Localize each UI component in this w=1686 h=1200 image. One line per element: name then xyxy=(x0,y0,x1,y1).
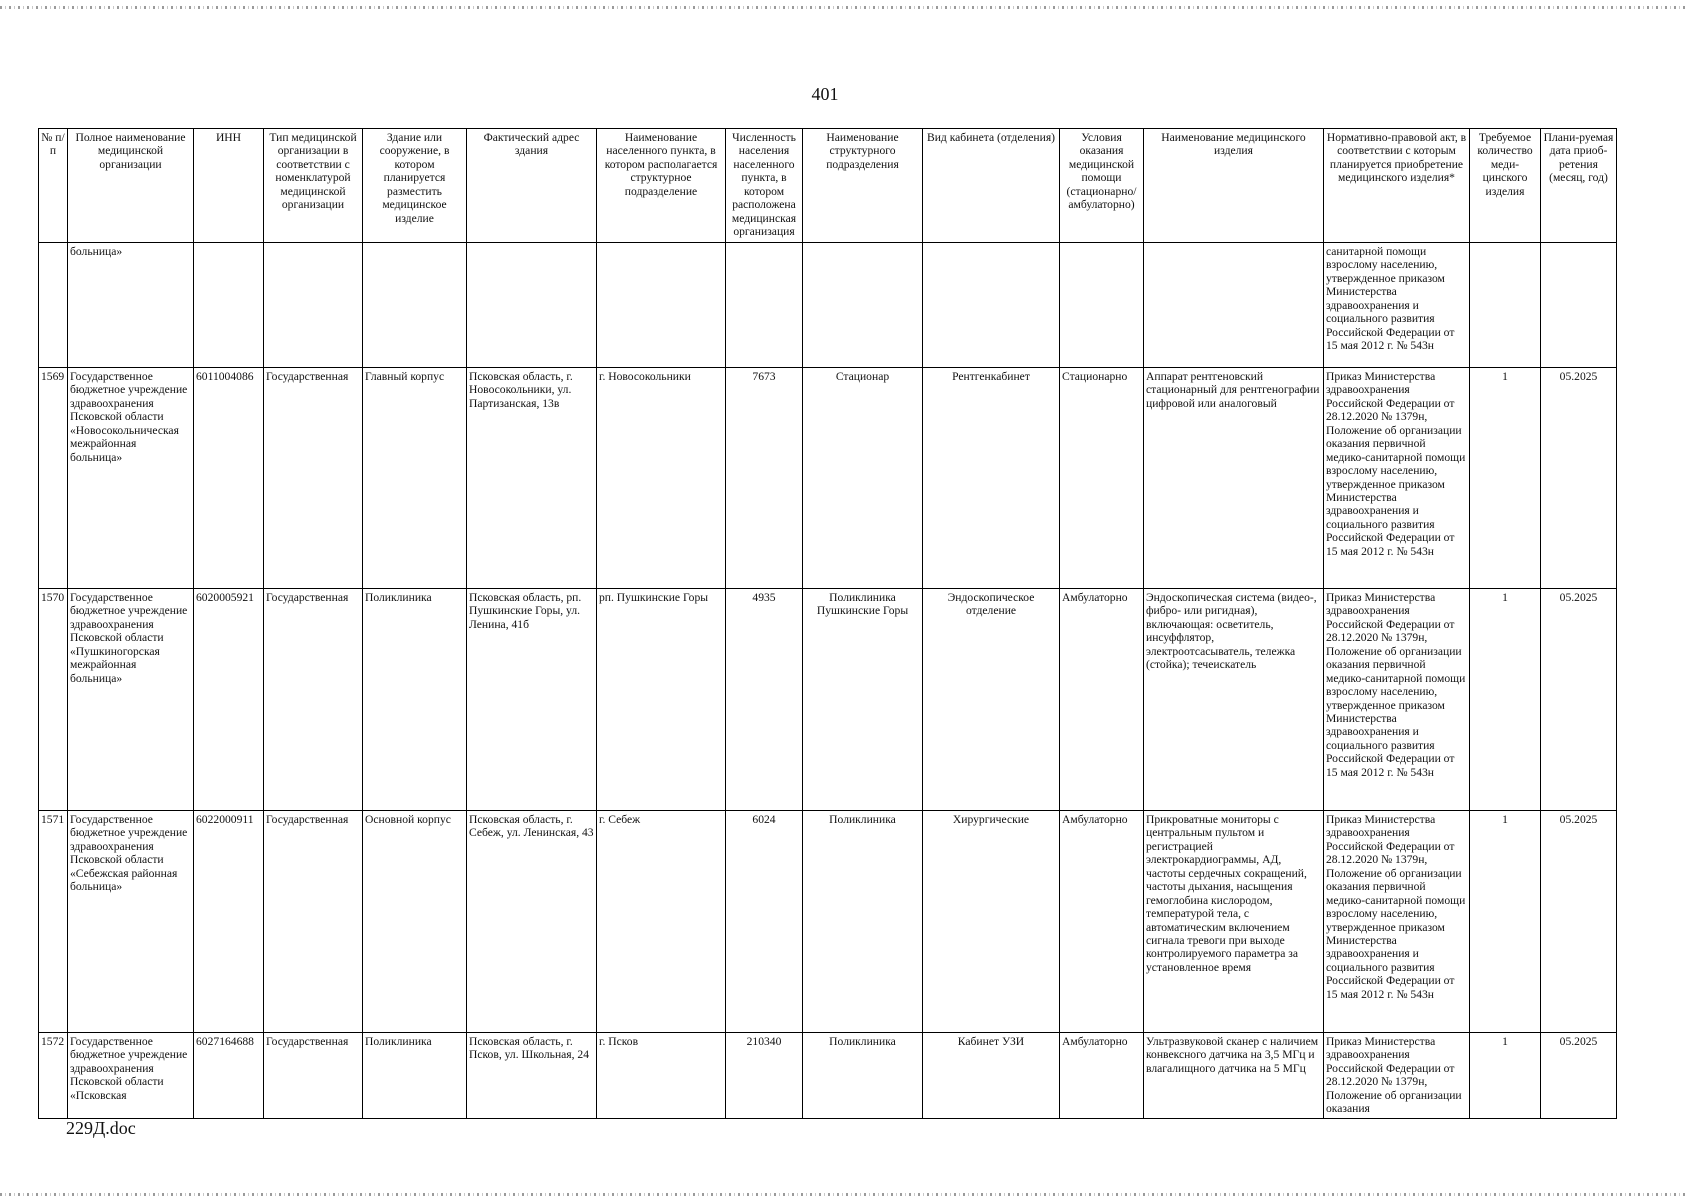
header-cell: ИНН xyxy=(194,129,264,243)
care-conditions-cell xyxy=(1060,243,1144,368)
address-cell: Псковская область, г. Новосокольники, ул. Партизанская, 13в xyxy=(467,368,597,589)
inn-cell: 6027164688 xyxy=(194,1033,264,1119)
quantity-cell: 1 xyxy=(1470,368,1541,589)
cabinet-type-cell: Хирургические xyxy=(923,811,1060,1033)
address-cell: Псковская область, рп. Пушкинские Горы, ул. Ленина, 41б xyxy=(467,589,597,811)
document-filename: 229Д.doc xyxy=(66,1118,136,1138)
table-row xyxy=(39,811,1617,1033)
purchase-date-cell: 05.2025 xyxy=(1541,368,1617,589)
cabinet-type-cell: Рентгенкабинет xyxy=(923,368,1060,589)
device-name-cell xyxy=(1144,243,1324,368)
header-cell: Плани-руемая дата приоб-ретения (месяц, год) xyxy=(1541,129,1617,243)
settlement-cell xyxy=(597,243,726,368)
row-number-cell: 1572 xyxy=(39,1033,68,1119)
organization-name-cell: Государственное бюджетное учреждение здравоохранения Псковской области «Псковская xyxy=(68,1033,194,1119)
organization-type-cell xyxy=(264,243,363,368)
organization-type-cell: Государственная xyxy=(264,1033,363,1119)
scan-edge-bottom xyxy=(0,1193,1686,1196)
header-cell: Наименование медицинского изделия xyxy=(1144,129,1324,243)
organization-name-cell: Государственное бюджетное учреждение здравоохранения Псковской области «Себежская районная больница» xyxy=(68,811,194,1033)
purchase-date-cell xyxy=(1541,243,1617,368)
row-number-cell xyxy=(39,243,68,368)
scan-edge-top xyxy=(0,6,1686,9)
building-cell: Главный корпус xyxy=(363,368,467,589)
header-cell: Наименование структурного подразделения xyxy=(803,129,923,243)
inn-cell: 6020005921 xyxy=(194,589,264,811)
inn-cell xyxy=(194,243,264,368)
population-cell: 210340 xyxy=(726,1033,803,1119)
building-cell xyxy=(363,243,467,368)
inn-cell: 6022000911 xyxy=(194,811,264,1033)
table-row xyxy=(39,1033,1617,1119)
purchase-date-cell: 05.2025 xyxy=(1541,589,1617,811)
subdivision-cell: Поликлиника Пушкинские Горы xyxy=(803,589,923,811)
header-cell: Вид кабинета (отделения) xyxy=(923,129,1060,243)
row-number-cell: 1570 xyxy=(39,589,68,811)
settlement-cell: г. Себеж xyxy=(597,811,726,1033)
table-row xyxy=(39,368,1617,589)
care-conditions-cell: Амбулаторно xyxy=(1060,589,1144,811)
row-number-cell: 1569 xyxy=(39,368,68,589)
device-name-cell: Аппарат рентгеновский стационарный для рентгенографии цифровой или аналоговый xyxy=(1144,368,1324,589)
population-cell: 6024 xyxy=(726,811,803,1033)
care-conditions-cell: Стационарно xyxy=(1060,368,1144,589)
cabinet-type-cell: Эндоскопическое отделение xyxy=(923,589,1060,811)
header-cell: Численность населения населенного пункта, в котором расположена медицинская организация xyxy=(726,129,803,243)
legal-act-cell: санитарной помощи взрослому населению, утвержденное приказом Министерства здравоохранения и социального развития Российской Федерации от 15 мая 2012 г. № 543н xyxy=(1324,243,1470,368)
header-cell: Требуемое количество меди-цинского изделия xyxy=(1470,129,1541,243)
legal-act-cell: Приказ Министерства здравоохранения Российской Федерации от 28.12.2020 № 1379н, Положение об организации оказания первичной медико-санитарной помощи взрослому населению, утвержденное приказом Министерства здравоохранения и социального развития Российской Федерации от 15 мая 2012 г. № 543н xyxy=(1324,811,1470,1033)
header-cell: Нормативно-правовой акт, в соответствии с которым планируется приобретение медицинского изделия* xyxy=(1324,129,1470,243)
header-cell: Полное наименование медицинской организации xyxy=(68,129,194,243)
quantity-cell: 1 xyxy=(1470,1033,1541,1119)
organization-name-cell: Государственное бюджетное учреждение здравоохранения Псковской области «Пушкиногорская межрайонная больница» xyxy=(68,589,194,811)
header-cell: Фактический адрес здания xyxy=(467,129,597,243)
header-cell: Здание или сооружение, в котором планируется разместить медицинское изделие xyxy=(363,129,467,243)
subdivision-cell: Поликлиника xyxy=(803,1033,923,1119)
cabinet-type-cell xyxy=(923,243,1060,368)
purchase-date-cell: 05.2025 xyxy=(1541,811,1617,1033)
population-cell xyxy=(726,243,803,368)
care-conditions-cell: Амбулаторно xyxy=(1060,1033,1144,1119)
device-name-cell: Эндоскопическая система (видео-, фибро- или ригидная), включающая: осветитель, инсуффлятор, электроотсасыватель, тележка (стойка); течеискатель xyxy=(1144,589,1324,811)
organization-name-cell: Государственное бюджетное учреждение здравоохранения Псковской области «Новосокольническая межрайонная больница» xyxy=(68,368,194,589)
organization-name-cell: больница» xyxy=(68,243,194,368)
subdivision-cell xyxy=(803,243,923,368)
population-cell: 7673 xyxy=(726,368,803,589)
header-cell: Наименование населенного пункта, в котором располагается структурное подразделение xyxy=(597,129,726,243)
legal-act-cell: Приказ Министерства здравоохранения Российской Федерации от 28.12.2020 № 1379н, Положение об организации оказания первичной медико-санитарной помощи взрослому населению, утвержденное приказом Министерства здравоохранения и социального развития Российской Федерации от 15 мая 2012 г. № 543н xyxy=(1324,589,1470,811)
header-cell: Условия оказания медицинской помощи (стационарно/ амбулаторно) xyxy=(1060,129,1144,243)
address-cell: Псковская область, г. Себеж, ул. Ленинская, 43 xyxy=(467,811,597,1033)
device-name-cell: Ультразвуковой сканер с наличием конвексного датчика на 3,5 МГц и влагалищного датчика на 5 МГц xyxy=(1144,1033,1324,1119)
building-cell: Основной корпус xyxy=(363,811,467,1033)
subdivision-cell: Поликлиника xyxy=(803,811,923,1033)
table-row xyxy=(39,589,1617,811)
care-conditions-cell: Амбулаторно xyxy=(1060,811,1144,1033)
address-cell xyxy=(467,243,597,368)
device-name-cell: Прикроватные мониторы с центральным пультом и регистрацией электрокардиограммы, АД, частоты сердечных сокращений, частоты дыхания, насыщения гемоглобина кислородом, температурой тела, с автоматическим включением сигнала тревоги при выходе контролируемого параметра за установленное время xyxy=(1144,811,1324,1033)
settlement-cell: г. Новосокольники xyxy=(597,368,726,589)
subdivision-cell: Стационар xyxy=(803,368,923,589)
organization-type-cell: Государственная xyxy=(264,811,363,1033)
row-number-cell: 1571 xyxy=(39,811,68,1033)
address-cell: Псковская область, г. Псков, ул. Школьная, 24 xyxy=(467,1033,597,1119)
organization-type-cell: Государственная xyxy=(264,589,363,811)
cabinet-type-cell: Кабинет УЗИ xyxy=(923,1033,1060,1119)
medical-equipment-table xyxy=(38,128,1617,1119)
settlement-cell: г. Псков xyxy=(597,1033,726,1119)
quantity-cell: 1 xyxy=(1470,811,1541,1033)
page-number: 401 xyxy=(811,84,839,104)
legal-act-cell: Приказ Министерства здравоохранения Российской Федерации от 28.12.2020 № 1379н, Положение об организации оказания xyxy=(1324,1033,1470,1119)
legal-act-cell: Приказ Министерства здравоохранения Российской Федерации от 28.12.2020 № 1379н, Положение об организации оказания первичной медико-санитарной помощи взрослому населению, утвержденное приказом Министерства здравоохранения и социального развития Российской Федерации от 15 мая 2012 г. № 543н xyxy=(1324,368,1470,589)
settlement-cell: рп. Пушкинские Горы xyxy=(597,589,726,811)
purchase-date-cell: 05.2025 xyxy=(1541,1033,1617,1119)
header-cell: Тип медицинской организации в соответствии с номенклатурой медицинской организации xyxy=(264,129,363,243)
building-cell: Поликлиника xyxy=(363,1033,467,1119)
table-header-row xyxy=(39,129,1617,243)
inn-cell: 6011004086 xyxy=(194,368,264,589)
quantity-cell: 1 xyxy=(1470,589,1541,811)
table-row xyxy=(39,243,1617,368)
building-cell: Поликлиника xyxy=(363,589,467,811)
organization-type-cell: Государственная xyxy=(264,368,363,589)
header-cell: № п/п xyxy=(39,129,68,243)
population-cell: 4935 xyxy=(726,589,803,811)
quantity-cell xyxy=(1470,243,1541,368)
